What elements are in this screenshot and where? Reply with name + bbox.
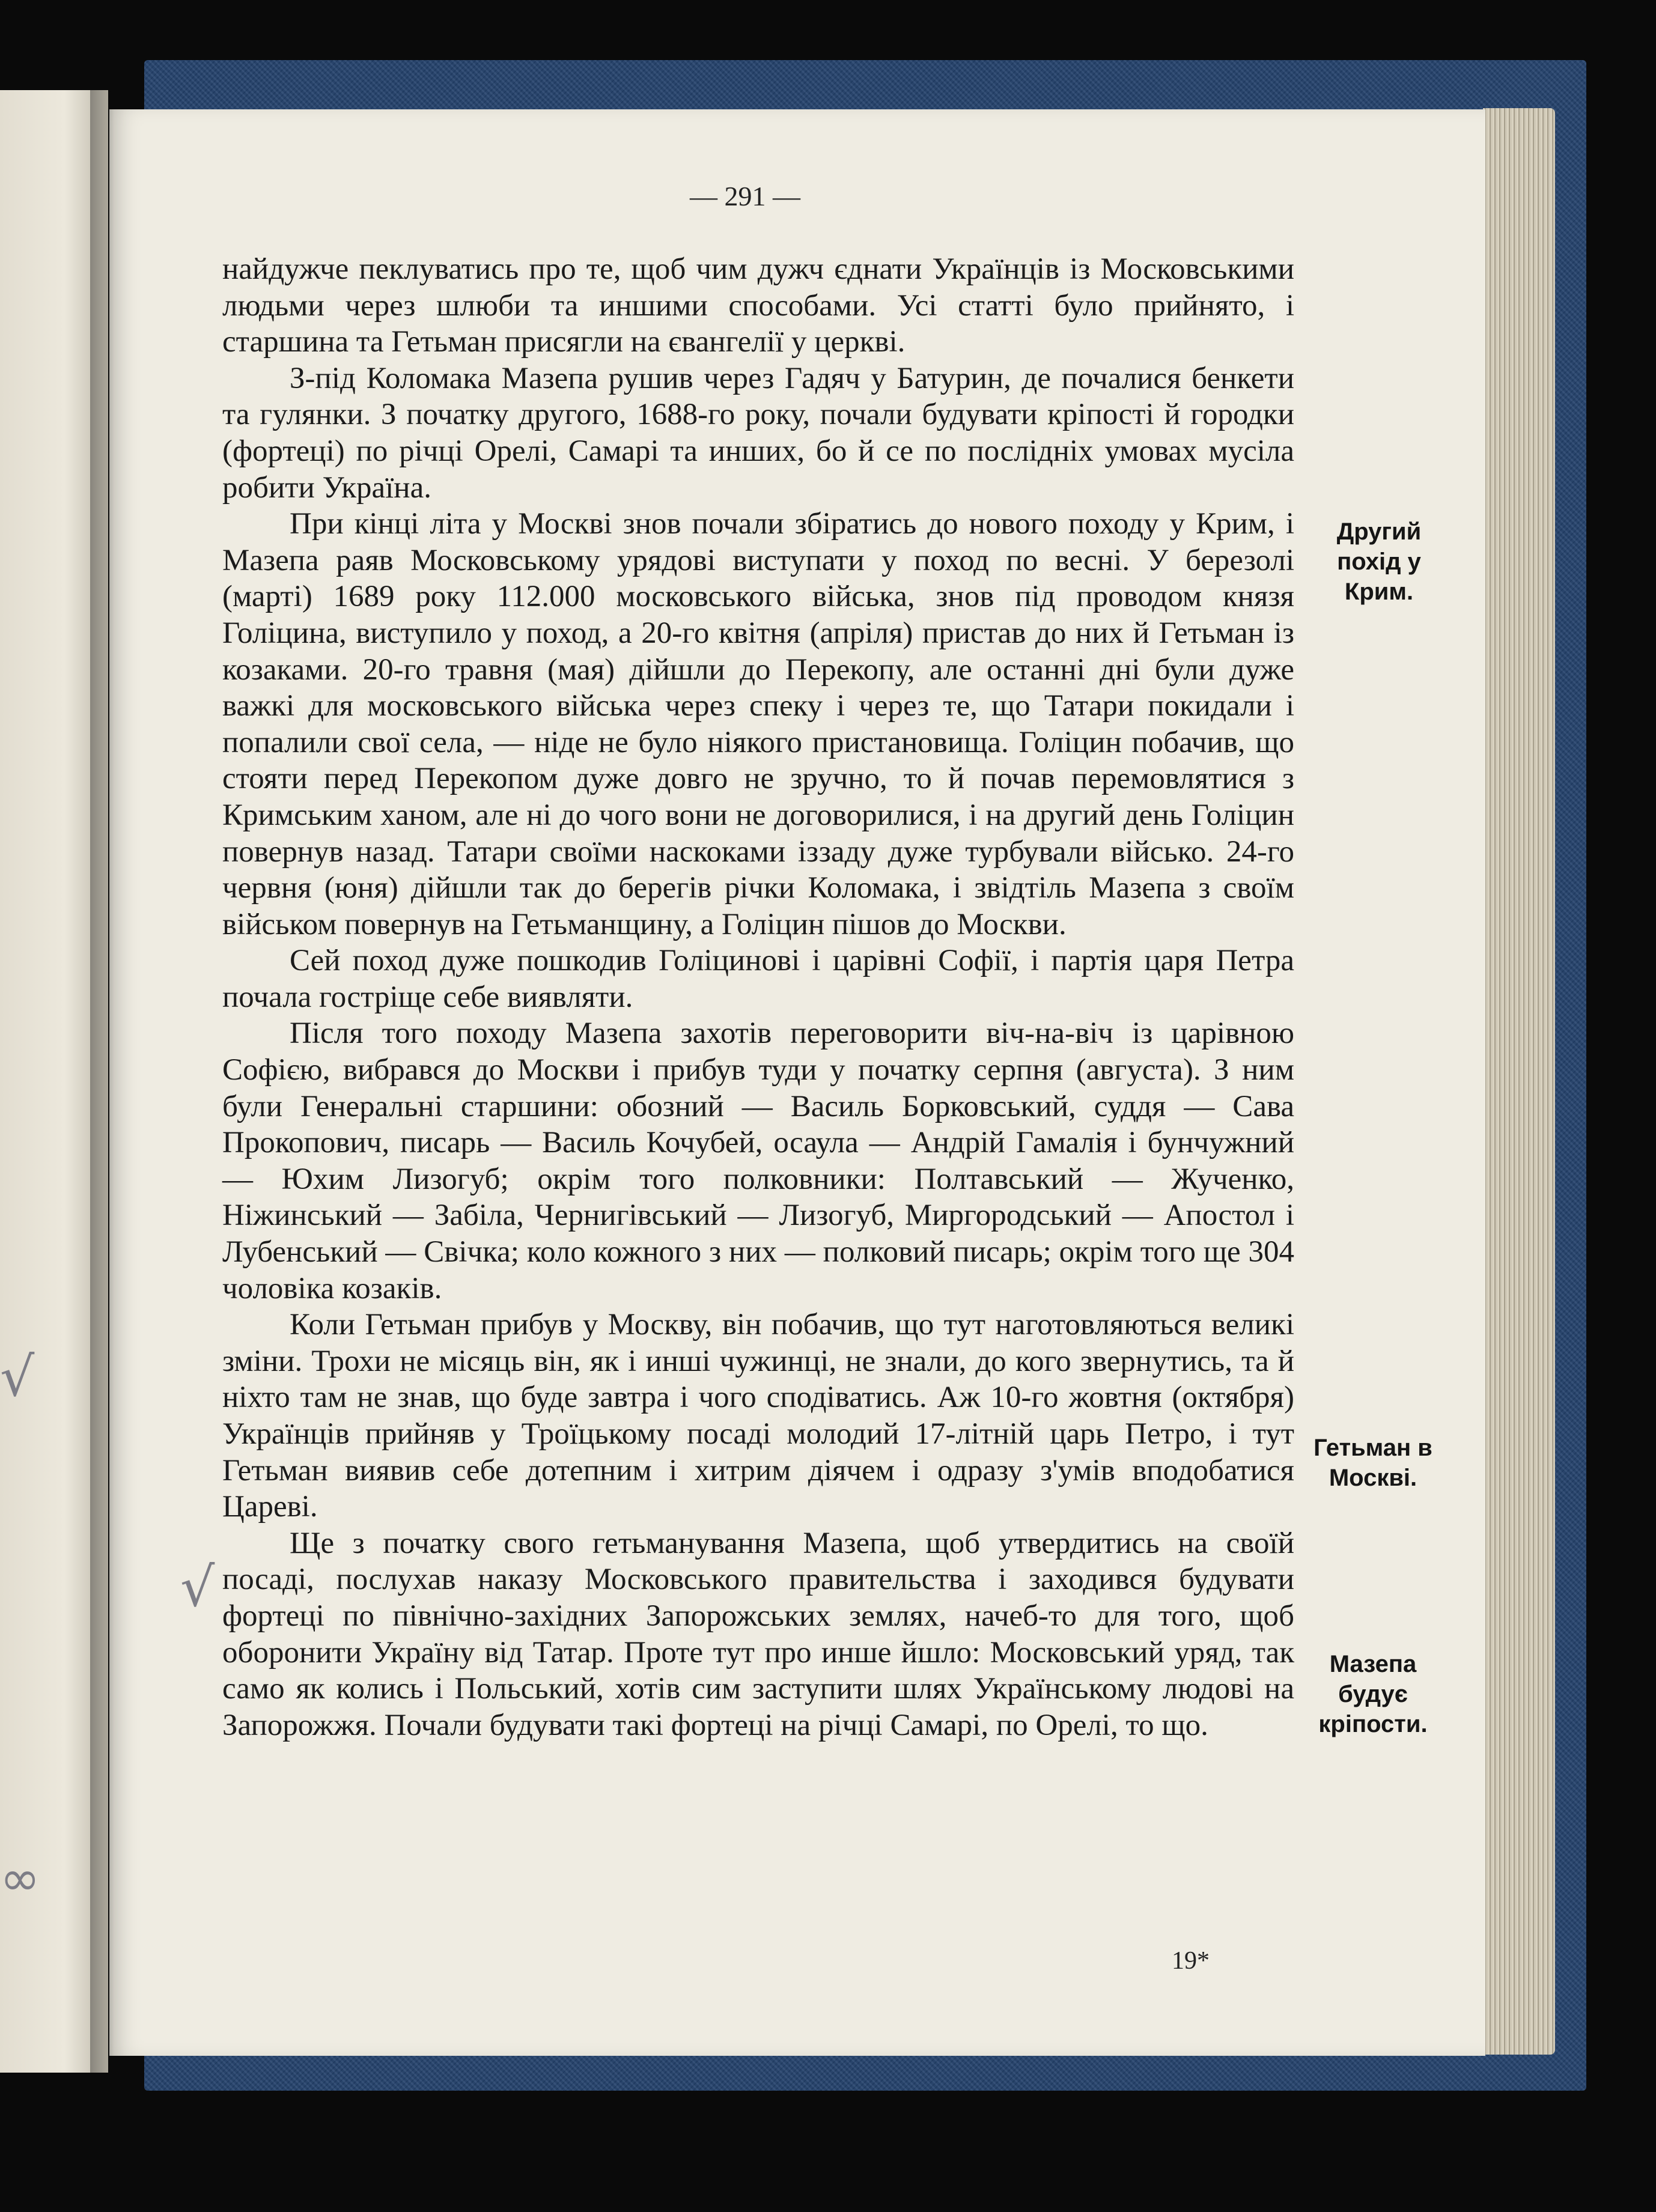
- pencil-check-mark: √: [0, 1346, 35, 1409]
- pencil-check-mark: √: [180, 1556, 215, 1619]
- paragraph-7: Ще з початку свого гетьманування Мазепа, щоб утвердитись на своїй посаді, послухав наказу Московського правительства і заходився будувати фортеці по північно-західних Запорожських землях, начеб-то для того, щоб оборонити Україну від Татар. Проте тут про инше йшло: Московський уряд, так само як колись і Польський, хотів сим заступити шлях Українському людові на Запорожжя. Почали будувати такі фортеці на річці Самарі, по Орелі, то що.: [222, 1526, 1294, 1742]
- margin-note-crimea-campaign: Другий похід у Крим.: [1336, 518, 1422, 605]
- paragraph-2: З-під Коломака Мазепа рушив через Гадяч у Батурин, де почалися бенкети та гулянки. З початку другого, 1688-го року, почали будувати кріпості й городки (фортеці) по річці Орелі, Самарі та инших, бо й се по послідніх умовах мусіла робити Україна.: [222, 361, 1294, 505]
- page-number: — 291 —: [690, 181, 800, 211]
- margin-note-hetman-in-moscow: Гетьман в Москві.: [1314, 1435, 1432, 1491]
- paragraph-3: При кінці літа у Москві знов почали збіратись до нового походу у Крим, і Мазепа раяв Московському урядові виступати у поход по весні. У березолі (марті) 1689 року 112.000 московського війська, знов під проводом князя Голіцина, виступило у поход, а 20-го квітня (апріля) пристав до них й Гетьман із козаками. 20-го травня (мая) дійшли до Перекопу, але останні дні були дуже важкі для московського війська через спеку і через те, що Татари покидали і попалили свої села, — ніде не було ніякого пристановища. Голіцин побачив, що стояти перед Перекопом дуже довго не зручно, то й почав перемовлятися з Кримським ханом, але ні до чого вони не договорилися, і на другий день Голіцин повернув назад. Татари своїми наскоками іззаду дуже турбували військо. 24-го червня (юня) дійшли так до берегів річки Коломака, і звідтіль Мазепа з своїм військом повернув на Гетьманщину, а Голіцин пішов до Москви.: [222, 507, 1294, 941]
- page-edges: [1483, 108, 1555, 2055]
- pencil-scribble-mark: ∞: [0, 1850, 40, 1906]
- paragraph-1: найдужче пеклуватись про те, щоб чим дужч єднати Українців із Московськими людьми через шлюби та иншими способами. Усі статті було прийнято, і старшина та Гетьман присягли на євангелії у церкві.: [222, 252, 1294, 359]
- signature-mark: 19*: [1172, 1947, 1210, 1975]
- paragraph-6: Коли Гетьман прибув у Москву, він побачив, що тут наготовляються великі зміни. Трохи не місяць він, як і инші чужинці, не знали, до кого звернутись, та й ніхто там не знав, що буде завтра і чого сподіватись. Аж 10-го жовтня (октября) Українців прийняв у Троїцькому посаді молодий 17-літній царь Петро, і тут Гетьман виявив себе дотепним і хитрим діячем і одразу з'умів вподобатися Цареві.: [222, 1308, 1294, 1524]
- paragraph-5: Після того походу Мазепа захотів переговорити віч-на-віч із царівною Софією, вибрався до Москви і прибув туди у початку серпня (авгуcта). З ним були Генеральні старшини: обозний — Василь Борковський, суддя — Сава Прокопович, писарь — Василь Кочубей, осаула — Андрій Гамалія і бунчужний — Юхим Лизогуб; окрім того полковники: Полтавський — Жученко, Ніжинський — Забіла, Чернигівський — Лизогуб, Миргородський — Апостол і Лубенський — Свічка; коло кожного з них — полковий писарь; окрім того ще 304 чоловіка козаків.: [222, 1016, 1294, 1305]
- spine-shadow: [90, 90, 114, 2073]
- margin-note-fortresses: Мазепа будує кріпости.: [1318, 1651, 1428, 1737]
- main-text: [222, 251, 1294, 1743]
- paragraph-4: Сей поход дуже пошкодив Голіцинові і царівні Софії, і партія царя Петра почала гостріще себе виявляти.: [222, 944, 1294, 1014]
